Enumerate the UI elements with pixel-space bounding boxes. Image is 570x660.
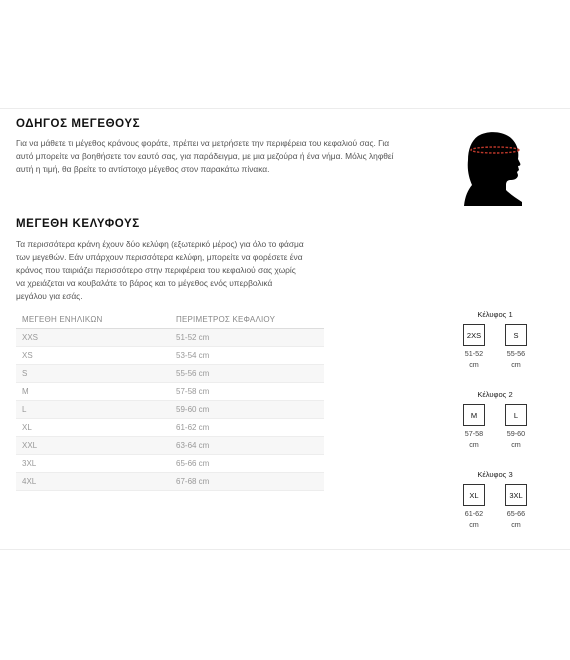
- size-box: XL: [463, 484, 485, 506]
- range-unit: cm: [511, 520, 521, 529]
- size-box: L: [505, 404, 527, 426]
- circumference-cell: 53-54 cm: [170, 347, 324, 365]
- table-row: [16, 383, 324, 401]
- circumference-cell: 57-58 cm: [170, 383, 324, 401]
- range-value: 57-58: [464, 429, 484, 438]
- range-value: 55-56: [506, 349, 526, 358]
- circumference-cell: 59-60 cm: [170, 401, 324, 419]
- guide-title: ΟΔΗΓΟΣ ΜΕΓΕΘΟΥΣ: [16, 118, 141, 130]
- circumference-cell: 61-62 cm: [170, 419, 324, 437]
- size-range: [465, 508, 483, 530]
- shell-title: Κέλυφος 3: [477, 470, 513, 479]
- shell-size: [501, 404, 531, 450]
- range-unit: cm: [511, 360, 521, 369]
- size-range: [465, 428, 483, 450]
- size-cell: XXL: [16, 437, 170, 455]
- size-cell: XL: [16, 419, 170, 437]
- shells-line: των μεγεθών. Εάν υπάρχουν περισσότερα κελύφη, μπορείτε να φορέσετε ένα: [16, 252, 303, 262]
- shell-size: [501, 484, 531, 530]
- table-row: [16, 401, 324, 419]
- range-unit: cm: [469, 520, 479, 529]
- range-unit: cm: [469, 360, 479, 369]
- guide-description: [16, 137, 436, 176]
- shell-size: [459, 324, 489, 370]
- size-range: [507, 508, 525, 530]
- shell-title: Κέλυφος 2: [477, 390, 513, 399]
- head-profile-icon: [458, 130, 524, 206]
- size-table: [16, 310, 324, 491]
- table-row: [16, 365, 324, 383]
- shell-1: [455, 310, 535, 370]
- shell-sizes: [455, 404, 535, 450]
- table-row: [16, 455, 324, 473]
- shells-line: μεγάλου για εσάς.: [16, 291, 83, 301]
- size-cell: XS: [16, 347, 170, 365]
- range-value: 59-60: [506, 429, 526, 438]
- circumference-cell: 67-68 cm: [170, 473, 324, 491]
- shell-size: [459, 484, 489, 530]
- size-range: [465, 348, 483, 370]
- size-cell: 4XL: [16, 473, 170, 491]
- circumference-cell: 65-66 cm: [170, 455, 324, 473]
- size-range: [507, 348, 525, 370]
- shell-title: Κέλυφος 1: [477, 310, 513, 319]
- shell-size: [459, 404, 489, 450]
- table-row: [16, 473, 324, 491]
- header-head-circumference: ΠΕΡΙΜΕΤΡΟΣ ΚΕΦΑΛΙΟΥ: [170, 310, 324, 329]
- shell-sizes: [455, 484, 535, 530]
- shells-title: ΜΕΓΕΘΗ ΚΕΛΥΦΟΥΣ: [16, 218, 140, 230]
- shells-line: να χρειάζεται να κουβαλάτε το βάρος και το μέγεθος ενός υπερβολικά: [16, 278, 273, 288]
- shells-description: [16, 238, 336, 303]
- range-value: 65-66: [506, 509, 526, 518]
- size-box: S: [505, 324, 527, 346]
- size-range: [507, 428, 525, 450]
- size-cell: L: [16, 401, 170, 419]
- table-row: [16, 347, 324, 365]
- shell-size: [501, 324, 531, 370]
- shell-3: [455, 470, 535, 530]
- guide-line: Για να μάθετε τι μέγεθος κράνους φοράτε, πρέπει να μετρήσετε την περιφέρεια του κεφαλιού σας. Για: [16, 138, 390, 148]
- shells-line: κράνος που ταιριάζει περισσότερο στην περιφέρεια του κεφαλιού σας χωρίς: [16, 265, 296, 275]
- shells-line: Τα περισσότερα κράνη έχουν δύο κελύφη (εξωτερικό μέρος) για όλο το φάσμα: [16, 239, 304, 249]
- range-unit: cm: [469, 440, 479, 449]
- header-adult-size: ΜΕΓΕΘΗ ΕΝΗΛΙΚΩΝ: [16, 310, 170, 329]
- circumference-cell: 63-64 cm: [170, 437, 324, 455]
- range-unit: cm: [511, 440, 521, 449]
- size-box: M: [463, 404, 485, 426]
- shell-sizes: [455, 324, 535, 370]
- size-box: 3XL: [505, 484, 527, 506]
- size-cell: M: [16, 383, 170, 401]
- size-cell: S: [16, 365, 170, 383]
- size-box: 2XS: [463, 324, 485, 346]
- range-value: 61-62: [464, 509, 484, 518]
- circumference-cell: 55-56 cm: [170, 365, 324, 383]
- range-value: 51-52: [464, 349, 484, 358]
- table-row: [16, 329, 324, 347]
- size-cell: 3XL: [16, 455, 170, 473]
- table-header-row: [16, 310, 324, 329]
- table-row: [16, 437, 324, 455]
- shell-2: [455, 390, 535, 450]
- guide-line: αυτό μπορείτε να βοηθήσετε τον εαυτό σας, για παράδειγμα, με μια μεζούρα ή ένα νήμα. Μόλις ληφθεί: [16, 151, 394, 161]
- circumference-cell: 51-52 cm: [170, 329, 324, 347]
- table-row: [16, 419, 324, 437]
- guide-line: αυτή η τιμή, θα βρείτε το αντίστοιχο μέγεθος στον παρακάτω πίνακα.: [16, 164, 270, 174]
- size-cell: XXS: [16, 329, 170, 347]
